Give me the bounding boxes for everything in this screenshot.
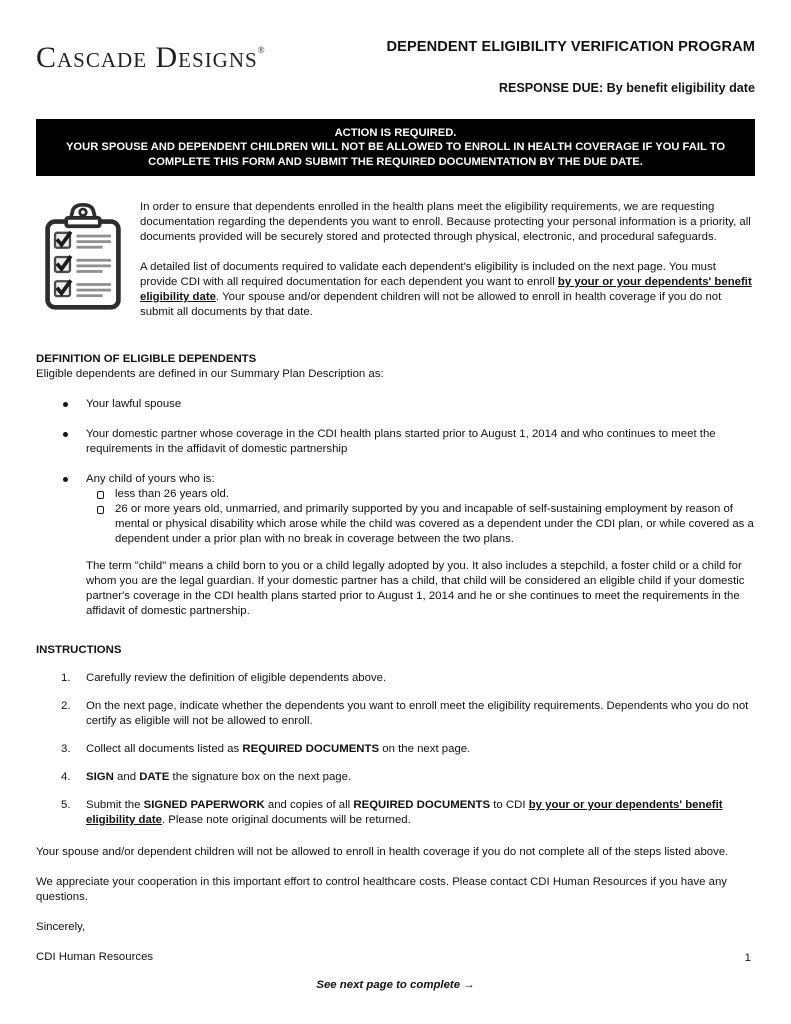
definition-intro: Eligible dependents are defined in our Summary Plan Description as: [36, 367, 384, 380]
bullet-text: Your lawful spouse [86, 397, 182, 410]
instruction-item-1 [36, 671, 755, 686]
intro-paragraph-2-text: . Your spouse and/or dependent children will not be allowed to enroll in health coverage if you do not submit all documents by that date. [140, 290, 722, 318]
instruction-text: the signature box on the next page. [169, 770, 352, 783]
child-criteria-list [86, 487, 755, 547]
sign-emphasis: SIGN [86, 770, 114, 783]
instruction-number: 5. [61, 798, 71, 811]
appreciation-note: We appreciate your cooperation in this important effort to control healthcare costs. Please contact CDI Human Resources if you have any questions. [36, 875, 727, 903]
intro-paragraph-2-text: A detailed list of documents required to validate each dependent's eligibility is included on the next page. You must provide CDI with all required documentation for each dependent you want to enroll [140, 260, 716, 288]
signature: CDI Human Resources [36, 950, 154, 963]
benefit-date-emphasis: by your or your dependents' benefit eligibility date [140, 275, 752, 303]
instruction-text: Submit the [86, 798, 144, 811]
sub-bullet-item-under-26 [86, 487, 755, 502]
closing-section [36, 845, 755, 965]
checklist-clipboard-icon [36, 200, 128, 335]
banner-line-2: YOUR SPOUSE AND DEPENDENT CHILDREN WILL NOT BE ALLOWED TO ENROLL IN HEALTH COVERAGE IF YOU FAIL TO COMPLETE THIS FORM AND SUBMIT THE REQUIRED DOCUMENTATION BY THE DUE DATE. [65, 141, 726, 168]
instructions-heading: INSTRUCTIONS [36, 643, 122, 656]
sub-bullet-text: less than 26 years old. [115, 487, 229, 500]
banner-line-1: ACTION IS REQUIRED. [334, 127, 457, 139]
benefit-date-emphasis: by your or your dependents' benefit eligibility date [86, 798, 723, 826]
instruction-text: . Please note original documents will be returned. [161, 813, 411, 826]
bullet-text: Your domestic partner whose coverage in the CDI health plans started prior to August 1, 2014 and who continues to meet the requirements in the affidavit of domestic partnership [86, 427, 716, 455]
signoff: Sincerely, [36, 920, 86, 933]
instruction-number: 2. [61, 699, 71, 712]
company-logo [36, 34, 265, 74]
bullet-text: Any child of yours who is: [86, 472, 215, 485]
sub-bullet-icon [97, 491, 104, 499]
clipboard-graphic [42, 202, 124, 312]
instruction-item-3 [36, 742, 755, 757]
instruction-item-5 [36, 798, 755, 828]
instruction-number: 3. [61, 742, 71, 755]
instructions-list [36, 671, 755, 828]
registered-trademark-icon: ® [257, 45, 265, 55]
intro-section [36, 200, 755, 335]
intro-paragraph-1: In order to ensure that dependents enrolled in the health plans meet the eligibility requirements, we are requesting documentation regarding the dependents you want to enroll. Because protecting your personal information is a priority, all documents provided will be securely stored and protected through physical, electronic, and procedural safeguards. [140, 200, 751, 243]
date-emphasis: DATE [139, 770, 170, 783]
instructions-section [36, 643, 755, 828]
footer-note: See next page to complete → [316, 978, 475, 991]
instruction-text: and copies of all [264, 798, 354, 811]
eligible-dependents-list [36, 397, 755, 547]
intro-text [128, 200, 755, 335]
instruction-item-4 [36, 770, 755, 785]
bullet-item-spouse [36, 397, 755, 412]
page-number: 1 [744, 952, 751, 964]
required-documents-emphasis: REQUIRED DOCUMENTS [353, 798, 491, 811]
definition-heading: DEFINITION OF ELIGIBLE DEPENDENTS [36, 352, 257, 365]
instruction-text: Collect all documents listed as [86, 742, 243, 755]
sub-bullet-icon [97, 506, 104, 514]
child-definition-note: The term "child" means a child born to you or a child legally adopted by you. It also includes a stepchild, a foster child or a child for whom you are the legal guardian. If your domestic partner has a child, that child will be considered an eligible child if your domestic partner's coverage in the CDI health plans started prior to August 1, 2014 and he or she continues to meet the requirements in the affidavit of domestic partnership. [86, 559, 745, 617]
instruction-number: 4. [61, 770, 71, 783]
bullet-icon [63, 432, 68, 437]
instruction-number: 1. [61, 671, 71, 684]
instruction-text: and [113, 770, 140, 783]
instruction-text: Carefully review the definition of eligible dependents above. [86, 671, 387, 684]
sub-bullet-text: 26 or more years old, unmarried, and primarily supported by you and incapable of self-sustaining employment by reason of mental or physical disability which arose while the child was covered as a dependent under the CDI plan, or while covered as a dependent under a prior plan with no break in coverage between the two plans. [115, 502, 754, 545]
bullet-item-child [36, 472, 755, 547]
definition-section [36, 352, 755, 619]
header-right [386, 34, 755, 96]
required-documents-emphasis: REQUIRED DOCUMENTS [242, 742, 380, 755]
enrollment-warning: Your spouse and/or dependent children will not be allowed to enroll in health coverage if you do not complete all of the steps listed above. [36, 845, 729, 858]
company-logo-text: Cascade Designs [36, 41, 258, 74]
document-title: DEPENDENT ELIGIBILITY VERIFICATION PROGRAM [386, 39, 755, 55]
bullet-icon [63, 402, 68, 407]
bullet-icon [63, 477, 68, 482]
response-due-line: RESPONSE DUE: By benefit eligibility date [498, 81, 755, 95]
instruction-item-2 [36, 699, 755, 729]
bullet-item-domestic-partner [36, 427, 755, 457]
signed-paperwork-emphasis: SIGNED PAPERWORK [143, 798, 265, 811]
intro-paragraph-2 [140, 260, 755, 320]
instruction-text: on the next page. [379, 742, 471, 755]
document-header [36, 34, 755, 96]
instruction-text: to CDI [490, 798, 529, 811]
instruction-text: On the next page, indicate whether the dependents you want to enroll meet the eligibility requirements. Dependents who you do not certify as eligible will not be allowed to enroll. [86, 699, 749, 727]
sub-bullet-item-disabled [86, 502, 755, 547]
action-required-banner [36, 119, 755, 176]
